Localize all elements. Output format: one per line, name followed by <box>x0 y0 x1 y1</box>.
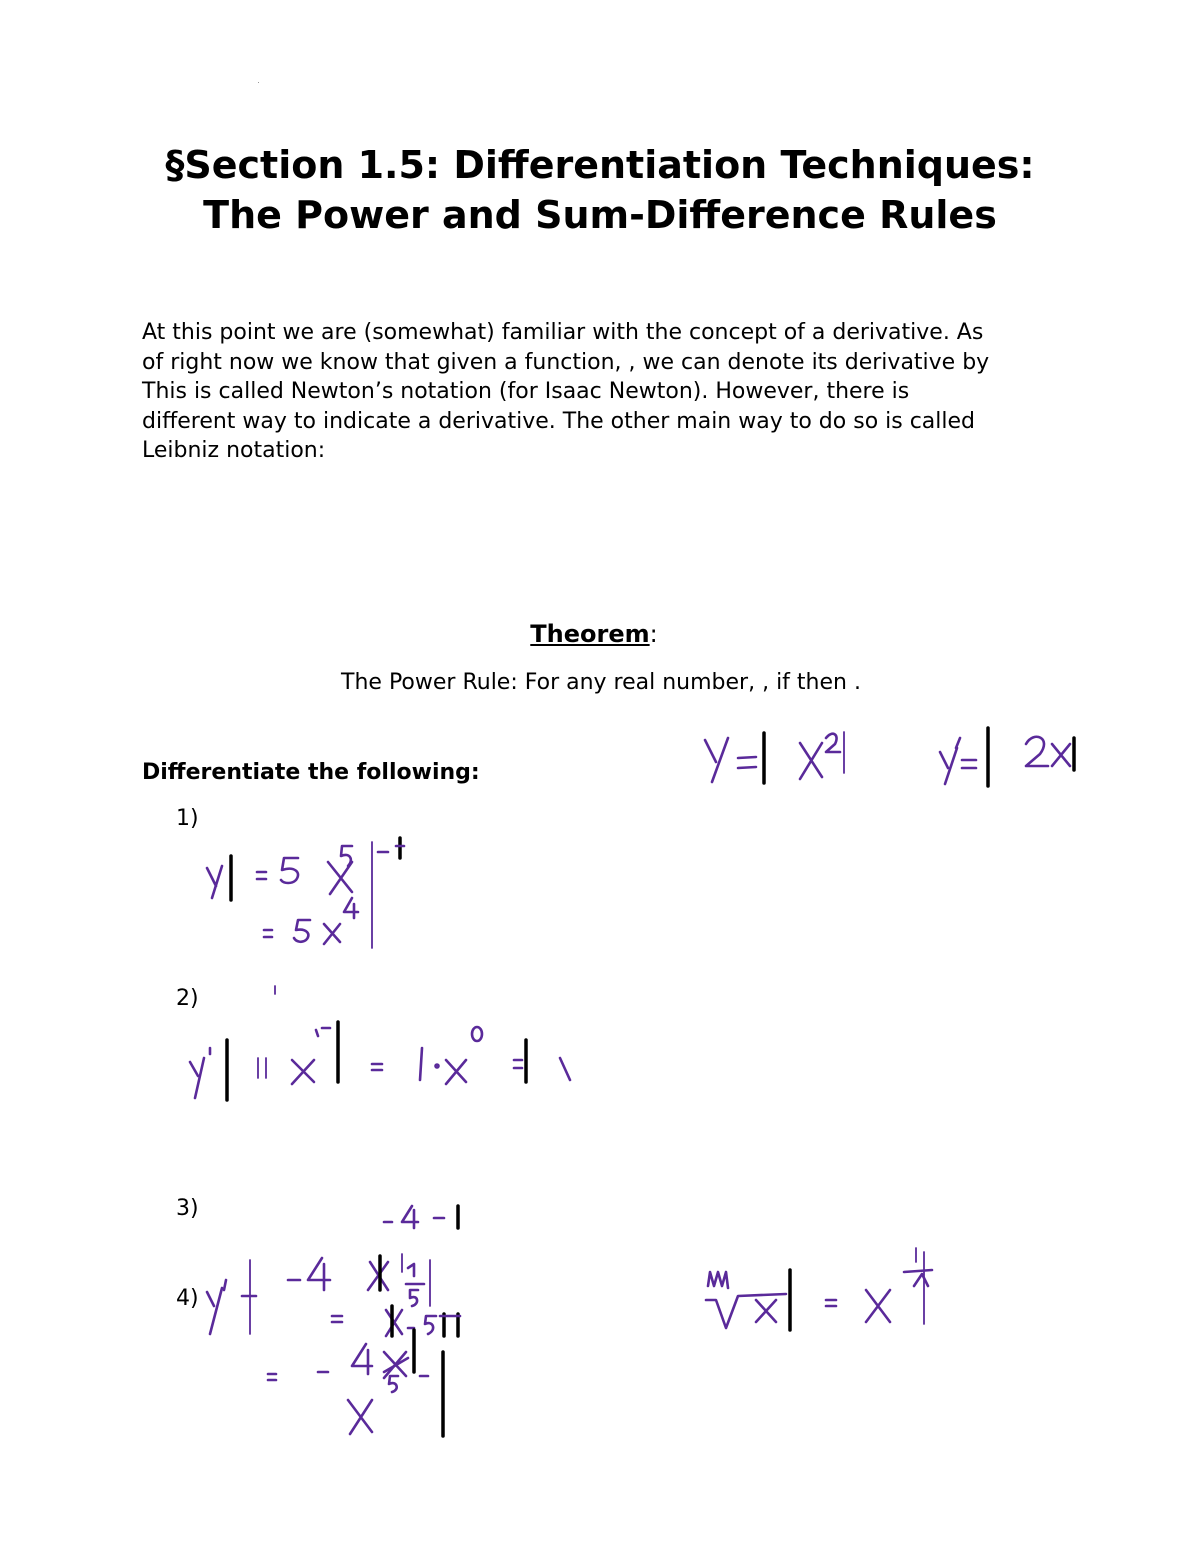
intro-line: Leibniz notation: <box>142 438 326 463</box>
intro-line: different way to indicate a derivative. The other main way to do so is called <box>142 408 976 434</box>
differentiate-heading: Differentiate the following: <box>142 760 480 785</box>
theorem-colon: : <box>649 620 658 648</box>
nth-root-annotation <box>706 1248 932 1330</box>
title-line-1: §Section 1.5: Differentiation Techniques: <box>165 143 1035 187</box>
problem-1-work <box>207 838 404 948</box>
title-line-2: The Power and Sum-Difference Rules <box>203 193 997 237</box>
problem-number-4: 4) <box>176 1286 199 1311</box>
intro-line: This is called Newton’s notation (for Isaac Newton). However, there is <box>142 379 910 404</box>
theorem-word: Theorem <box>530 620 650 648</box>
theorem-statement: The Power Rule: For any real number, , if then . <box>341 670 861 695</box>
problem-2-work <box>190 986 570 1100</box>
problem-number-3: 3) <box>176 1196 199 1221</box>
intro-line: of right now we know that given a function, , we can denote its derivative by <box>142 349 990 375</box>
problem-number-1: 1) <box>176 806 199 831</box>
intro-line: At this point we are (somewhat) familiar with the concept of a derivative. As <box>142 320 984 345</box>
problem-4-work <box>207 1254 460 1436</box>
problem-number-2: 2) <box>176 986 199 1011</box>
example-annotation <box>705 728 1074 786</box>
problem-3-work <box>384 1206 458 1228</box>
